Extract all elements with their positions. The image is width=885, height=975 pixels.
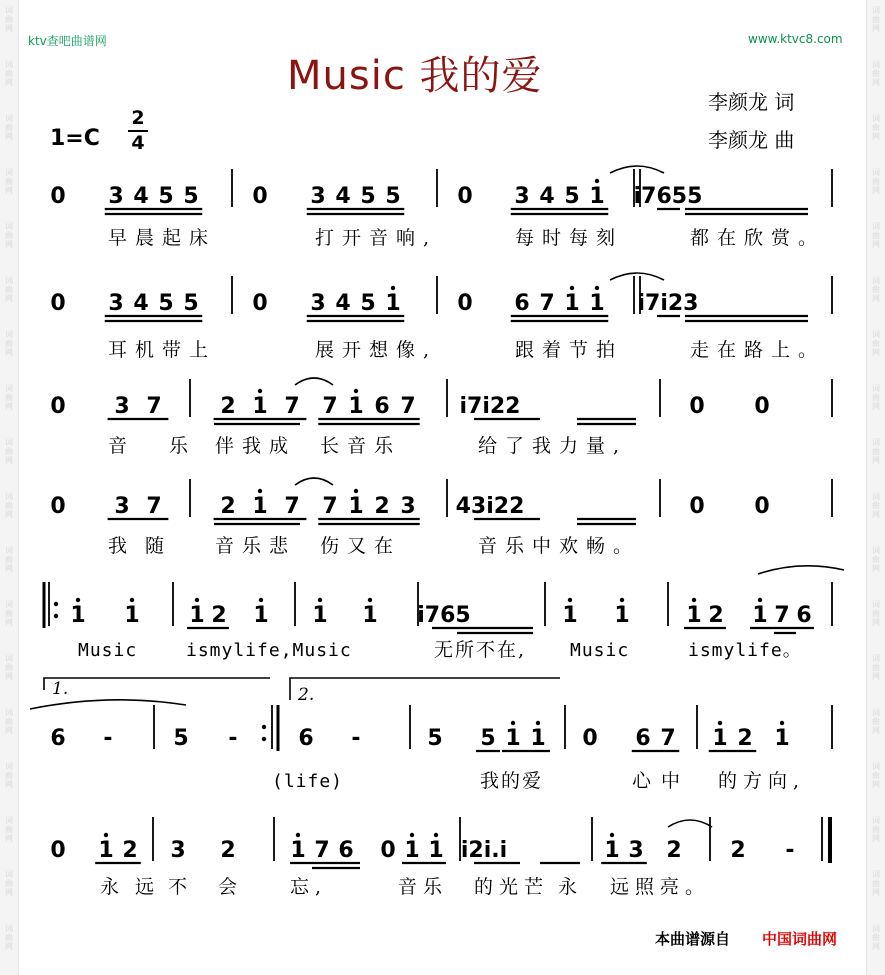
lyricist-credit: 李颜龙 词 <box>708 90 795 114</box>
lyric-text: 的光芒 <box>474 876 550 898</box>
note-digit: 3 <box>108 184 124 209</box>
time-signature-bottom: 4 <box>131 132 145 154</box>
note-digit: 2 <box>374 494 390 519</box>
note-digit: 4 <box>335 291 351 316</box>
lyric-text: 跟着节拍 <box>515 339 624 361</box>
note-digit: 6 <box>635 726 651 751</box>
note-digit: 1 <box>589 184 605 209</box>
lyric-text: ismylife。 <box>688 640 802 661</box>
octave-dot <box>296 833 300 837</box>
octave-dot <box>318 598 322 602</box>
note-digit: 1 <box>362 603 378 628</box>
repeat-dot <box>262 737 266 741</box>
note-digit: - <box>103 726 113 751</box>
octave-dot <box>410 833 414 837</box>
lyric-text: 我的爱 <box>480 770 544 792</box>
note-digit: 7 <box>660 726 676 751</box>
key-signature: 1=C <box>50 126 100 151</box>
lyric-text: 音 乐 <box>108 435 207 457</box>
note-digit: 3 <box>114 494 130 519</box>
note-digit: - <box>351 726 361 751</box>
octave-dot <box>568 598 572 602</box>
note-digit: 0 <box>689 494 705 519</box>
note-digit: 1 <box>530 726 546 751</box>
note-digit: 4 <box>539 184 555 209</box>
octave-dot <box>104 833 108 837</box>
note-digit: 5 <box>427 726 443 751</box>
lyric-text: 会 <box>218 876 244 898</box>
note-digit: 0 <box>50 184 66 209</box>
note-digit: - <box>228 726 238 751</box>
note-digit: 2 <box>730 838 746 863</box>
note-digit: 0 <box>754 394 770 419</box>
note-digit: 1 <box>189 603 205 628</box>
note-digit: 2 <box>220 494 236 519</box>
note-digit: 7 <box>314 838 330 863</box>
lyric-text: 打开音响, <box>315 227 438 249</box>
lyric-text: 永 <box>558 876 584 898</box>
octave-dot <box>511 721 515 725</box>
composer-credit: 李颜龙 曲 <box>708 128 795 152</box>
repeat-dot <box>262 725 266 729</box>
lyric-text: 永远 <box>100 876 171 898</box>
volta-label: 2. <box>298 685 315 705</box>
note-digit: 0 <box>50 291 66 316</box>
note-digit: 1 <box>686 603 702 628</box>
note-digit: 1 <box>562 603 578 628</box>
note-digit: 2 <box>708 603 724 628</box>
lyric-text: 伤又在 <box>320 535 402 557</box>
slur <box>610 273 664 280</box>
octave-dot <box>758 598 762 602</box>
octave-dot <box>354 489 358 493</box>
octave-dot <box>570 286 574 290</box>
note-digit: 0 <box>252 291 268 316</box>
note-digit: i7i23 <box>637 291 699 316</box>
note-digit: 2 <box>211 603 227 628</box>
note-digit: 6 <box>338 838 354 863</box>
octave-dot <box>391 286 395 290</box>
lyric-text: Music <box>78 640 138 661</box>
note-digit: 3 <box>108 291 124 316</box>
note-digit: 7 <box>284 394 300 419</box>
note-digit: 5 <box>480 726 496 751</box>
slur <box>295 378 333 385</box>
slur <box>30 700 186 709</box>
note-digit: 4 <box>335 184 351 209</box>
note-digit: 5 <box>385 184 401 209</box>
note-digit: 4 <box>133 184 149 209</box>
note-digit: 6 <box>374 394 390 419</box>
octave-dot <box>354 389 358 393</box>
lyric-text: 的方向, <box>718 770 806 792</box>
octave-dot <box>258 389 262 393</box>
note-digit: 0 <box>50 838 66 863</box>
note-digit: 3 <box>310 291 326 316</box>
octave-dot <box>434 833 438 837</box>
octave-dot <box>595 179 599 183</box>
repeat-dot <box>54 602 58 606</box>
lyric-text: 展开想像, <box>315 339 438 361</box>
octave-dot <box>718 721 722 725</box>
octave-dot <box>610 833 614 837</box>
lyric-text: 走在路上。 <box>690 339 826 361</box>
note-digit: 7 <box>146 494 162 519</box>
right-watermark-strip: 词 曲 网 词 曲 网 词 曲 网 词 曲 网 词 曲 网 词 曲 网 词 曲 网 词 曲 网 词 曲 网 词 曲 网 词 曲 网 词 曲 网 词 曲 网 词 曲 网 词 曲 网 词 曲 网 词 曲 网 词 曲 网 <box>866 0 885 975</box>
octave-dot <box>76 598 80 602</box>
lyric-text: 不 <box>168 876 194 898</box>
lyric-text: 无所不在, <box>434 639 527 661</box>
note-digit: i765 <box>417 603 471 628</box>
note-digit: 1 <box>774 726 790 751</box>
note-digit: 7 <box>322 494 338 519</box>
note-digit: 1 <box>752 603 768 628</box>
volta-bracket <box>44 678 270 690</box>
song-title: Music 我的爱 <box>287 53 543 99</box>
lyric-text: 伴我成 <box>215 435 297 457</box>
note-digit: 6 <box>298 726 314 751</box>
note-digit: 6 <box>514 291 530 316</box>
octave-dot <box>130 598 134 602</box>
octave-dot <box>536 721 540 725</box>
octave-dot <box>692 598 696 602</box>
left-watermark-strip: 词 曲 网 词 曲 网 词 曲 网 词 曲 网 词 曲 网 词 曲 网 词 曲 网 词 曲 网 词 曲 网 词 曲 网 词 曲 网 词 曲 网 词 曲 网 词 曲 网 词 曲 网 词 曲 网 词 曲 网 词 曲 网 <box>0 0 19 975</box>
slur <box>668 820 712 827</box>
note-digit: 5 <box>158 184 174 209</box>
note-digit: 6 <box>796 603 812 628</box>
note-digit: 1 <box>312 603 328 628</box>
note-digit: 1 <box>712 726 728 751</box>
note-digit: 3 <box>514 184 530 209</box>
note-digit: 2 <box>122 838 138 863</box>
footer-source-site[interactable]: 中国词曲网 <box>762 930 838 948</box>
note-digit: 7 <box>774 603 790 628</box>
note-digit: 1 <box>604 838 620 863</box>
note-digit: 0 <box>457 291 473 316</box>
lyric-text: 音乐中欢畅。 <box>478 535 641 557</box>
note-digit: 1 <box>124 603 140 628</box>
lyric-text: 心中 <box>632 770 691 792</box>
note-digit: 7 <box>284 494 300 519</box>
slur <box>295 478 333 485</box>
lyric-text: 音乐悲 <box>215 535 297 557</box>
note-digit: 3 <box>170 838 186 863</box>
note-digit: 3 <box>114 394 130 419</box>
lyric-text: 每时每刻 <box>515 227 624 249</box>
octave-dot <box>195 598 199 602</box>
note-digit: 4 <box>133 291 149 316</box>
note-digit: 1 <box>253 603 269 628</box>
note-digit: 1 <box>428 838 444 863</box>
note-digit: 2 <box>737 726 753 751</box>
lyric-text: Music <box>570 640 630 661</box>
lyric-text: 忘, <box>290 876 328 898</box>
slur <box>610 166 664 173</box>
octave-dot <box>780 721 784 725</box>
repeat-dot <box>54 614 58 618</box>
note-digit: 0 <box>50 494 66 519</box>
lyric-text: 长音乐 <box>320 435 402 457</box>
slur <box>758 566 844 574</box>
note-digit: 5 <box>183 291 199 316</box>
site-url-right[interactable]: www.ktvc8.com <box>748 32 843 46</box>
note-digit: 3 <box>400 494 416 519</box>
note-digit: - <box>785 838 795 863</box>
note-digit: 0 <box>754 494 770 519</box>
note-digit: 1 <box>589 291 605 316</box>
octave-dot <box>259 598 263 602</box>
time-signature-top: 2 <box>131 107 145 129</box>
note-digit: 43i22 <box>455 494 525 519</box>
note-digit: 5 <box>564 184 580 209</box>
note-digit: 2 <box>220 394 236 419</box>
note-digit: 1 <box>614 603 630 628</box>
note-digit: 5 <box>158 291 174 316</box>
note-digit: i2i.i <box>460 838 508 863</box>
lyric-text: 给了我力量, <box>478 435 628 457</box>
lyric-text: 我随 <box>108 535 183 557</box>
note-digit: 0 <box>582 726 598 751</box>
note-digit: 1 <box>505 726 521 751</box>
note-digit: 0 <box>380 838 396 863</box>
octave-dot <box>368 598 372 602</box>
note-digit: 7 <box>539 291 555 316</box>
note-digit: 5 <box>183 184 199 209</box>
note-digit: 3 <box>628 838 644 863</box>
note-digit: 0 <box>50 394 66 419</box>
note-digit: 5 <box>360 184 376 209</box>
note-digit: i7655 <box>633 184 703 209</box>
lyric-text: 耳机带上 <box>108 339 217 361</box>
note-digit: 5 <box>360 291 376 316</box>
note-digit: 1 <box>70 603 86 628</box>
note-digit: 7 <box>322 394 338 419</box>
note-digit: 0 <box>252 184 268 209</box>
note-digit: 5 <box>173 726 189 751</box>
lyric-text: 远照亮。 <box>610 876 711 898</box>
site-name-left[interactable]: ktv查吧曲谱网 <box>28 34 107 48</box>
note-digit: 7 <box>400 394 416 419</box>
note-digit: 6 <box>50 726 66 751</box>
note-digit: 1 <box>252 494 268 519</box>
lyric-text: 早晨起床 <box>108 227 217 249</box>
octave-dot <box>258 489 262 493</box>
lyric-text: 音乐 <box>398 876 449 898</box>
note-digit: 1 <box>404 838 420 863</box>
note-digit: 0 <box>457 184 473 209</box>
note-digit: 3 <box>310 184 326 209</box>
volta-label: 1. <box>52 679 69 699</box>
lyric-text: (life) <box>272 771 344 792</box>
note-digit: 7 <box>146 394 162 419</box>
note-digit: 1 <box>348 494 364 519</box>
note-digit: 1 <box>98 838 114 863</box>
note-digit: 1 <box>385 291 401 316</box>
note-digit: i7i22 <box>459 394 521 419</box>
note-digit: 0 <box>689 394 705 419</box>
lyric-text: 都在欣赏。 <box>690 227 826 249</box>
note-digit: 2 <box>220 838 236 863</box>
note-digit: 1 <box>564 291 580 316</box>
note-digit: 1 <box>252 394 268 419</box>
octave-dot <box>595 286 599 290</box>
note-digit: 1 <box>348 394 364 419</box>
note-digit: 2 <box>666 838 682 863</box>
volta-bracket <box>290 678 560 700</box>
octave-dot <box>620 598 624 602</box>
note-digit: 1 <box>290 838 306 863</box>
lyric-text: ismylife,Music <box>186 640 352 661</box>
footer-source-label: 本曲谱源自 <box>655 930 731 948</box>
